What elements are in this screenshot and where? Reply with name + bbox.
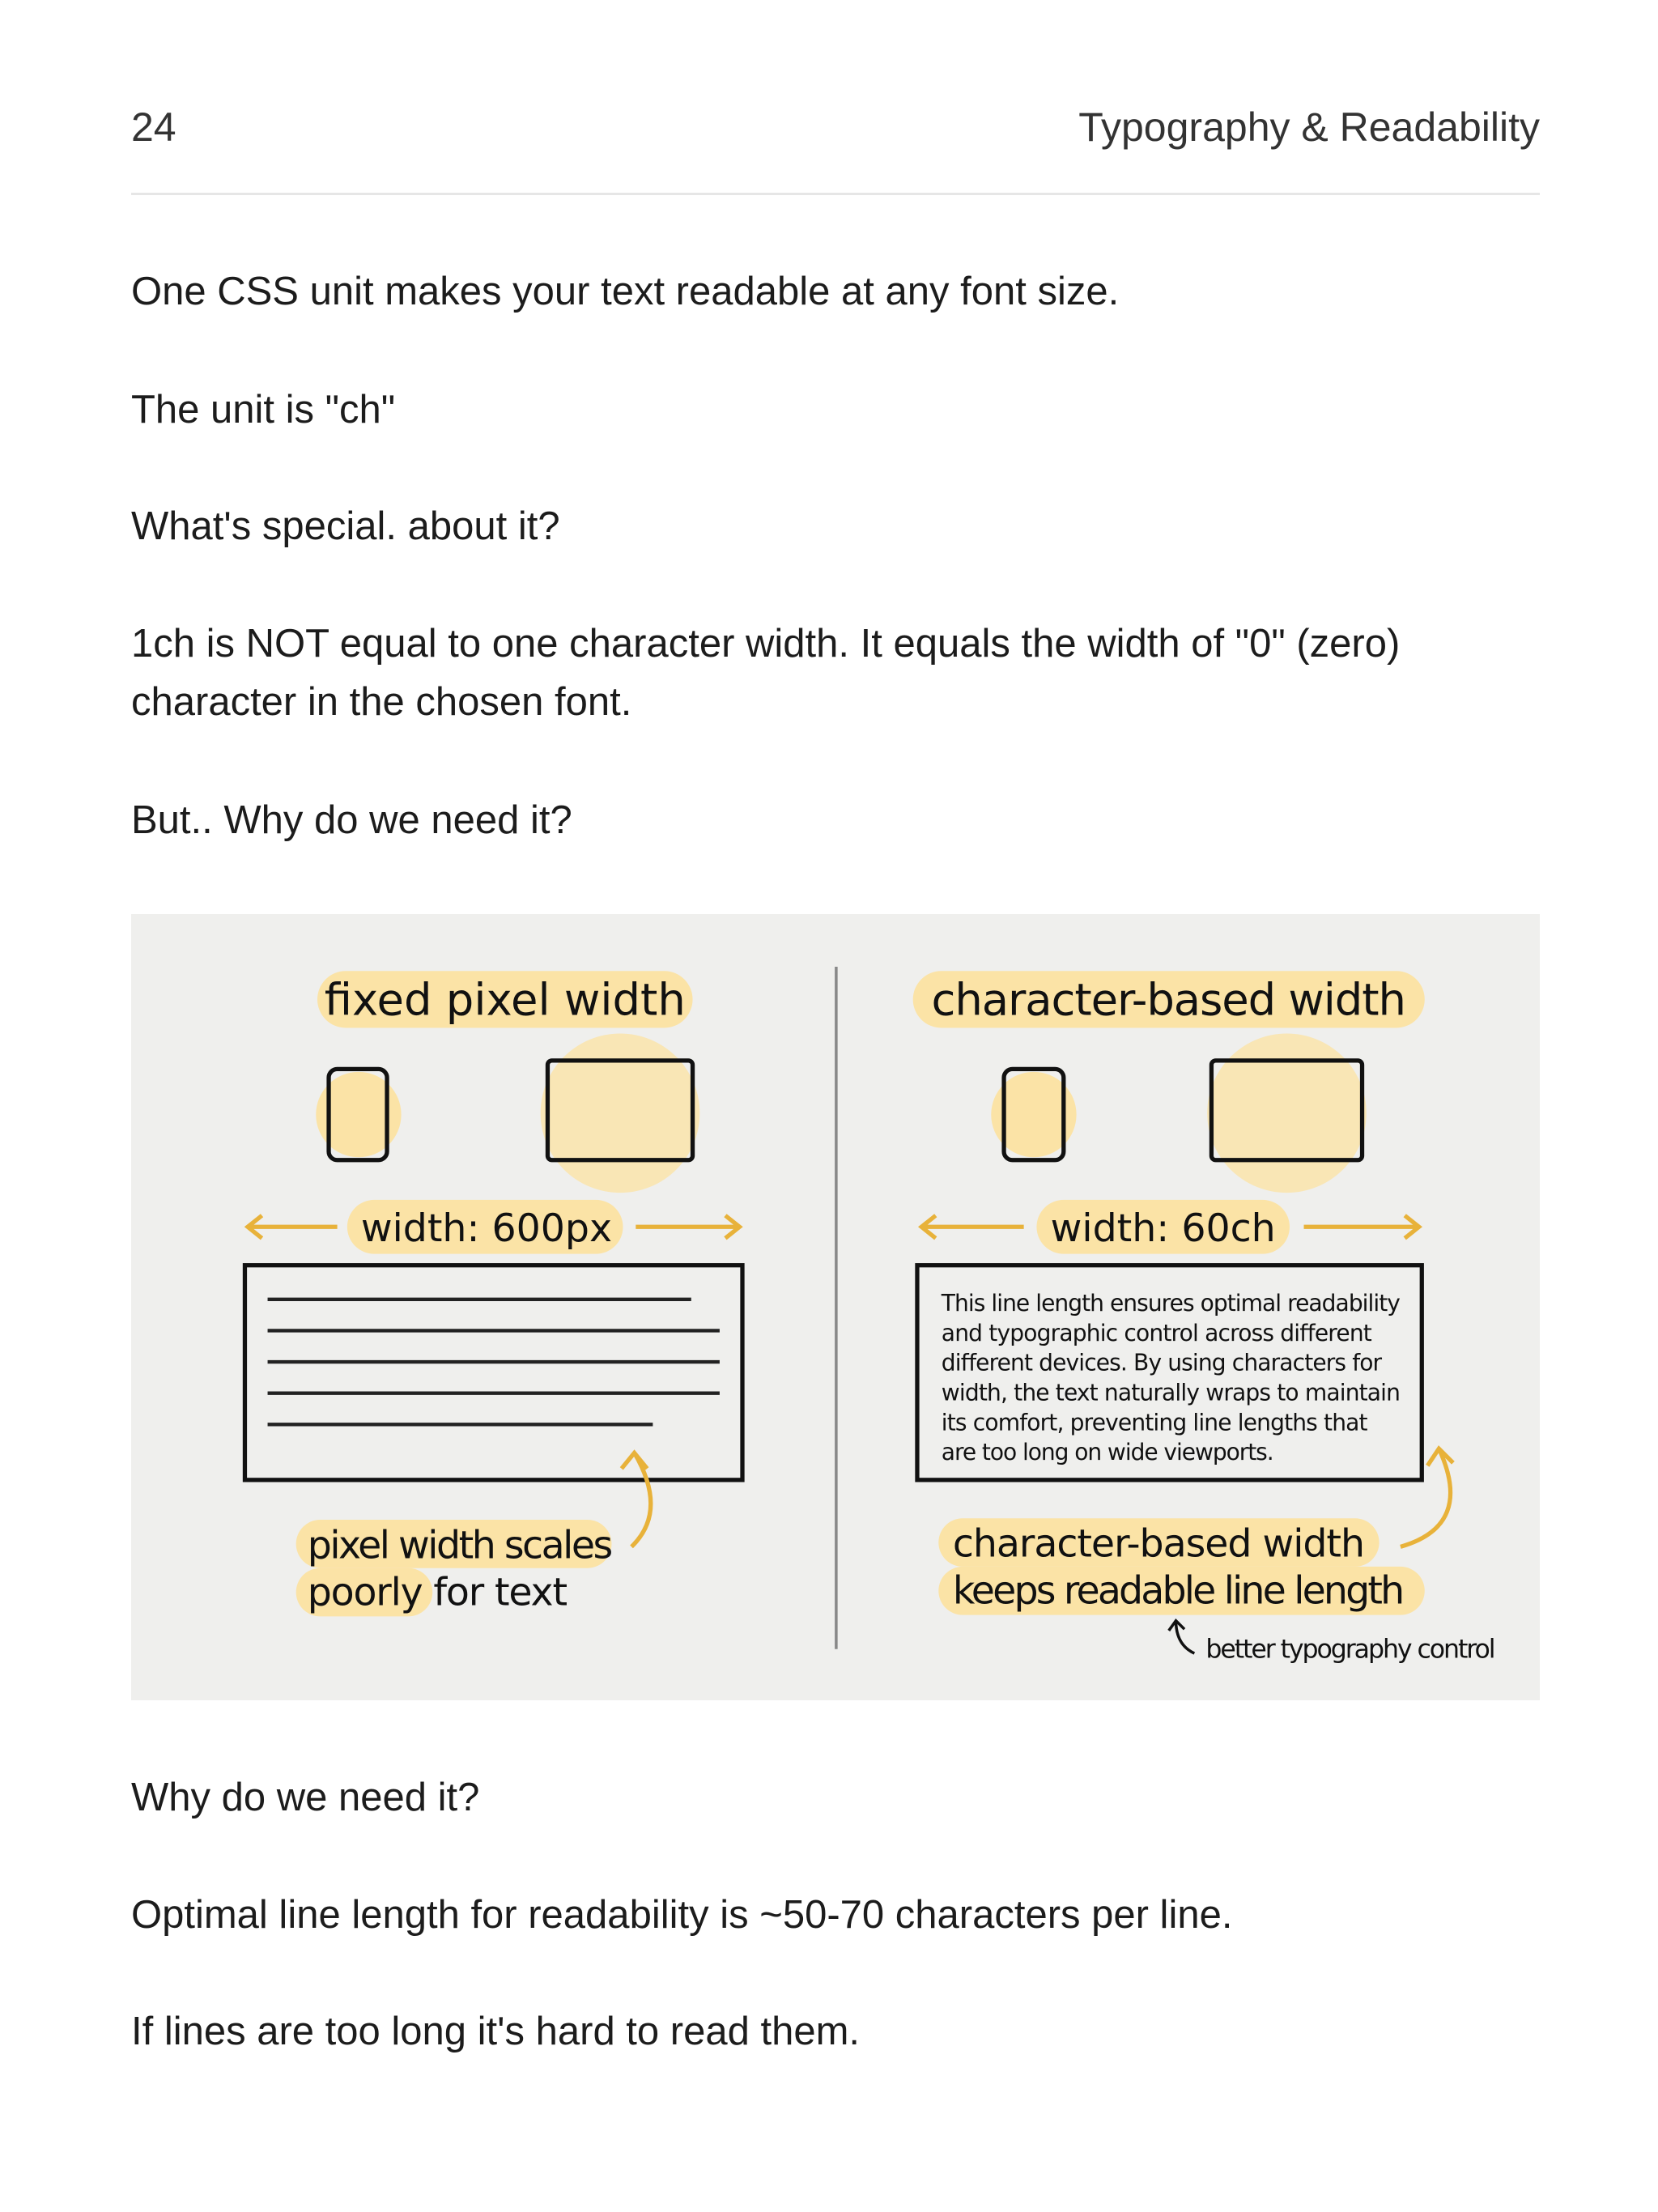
page-number: 24 (131, 104, 176, 150)
sample-line: different devices. By using characters for (941, 1349, 1383, 1376)
paragraph: What's special. about it? (131, 504, 560, 548)
sample-line: This line length ensures optimal readability (941, 1289, 1401, 1317)
sample-line: and typographic control across different (941, 1319, 1372, 1346)
paragraph: The unit is "ch" (131, 388, 396, 432)
caption: character-based width (952, 1521, 1366, 1567)
sample-line: width, the text naturally wraps to maintain (941, 1379, 1401, 1406)
paragraph: But.. Why do we need it? (131, 798, 572, 842)
width-label: width: 600px (360, 1206, 613, 1251)
width-label: width: 60ch (1050, 1206, 1276, 1251)
highlight-blob (1207, 1034, 1367, 1193)
caption: poorly for text (307, 1570, 568, 1615)
header-divider (131, 193, 1540, 195)
note: better typography control (1205, 1635, 1496, 1665)
paragraph: Why do we need it? (131, 1776, 480, 1819)
highlight-blob (541, 1034, 700, 1193)
caption: pixel width scales (307, 1523, 614, 1568)
paragraph: 1ch is NOT equal to one character width. It equals the width of "0" (zero) character in the chosen font. (131, 622, 1401, 724)
chapter-title: Typography & Readability (1078, 104, 1540, 150)
paragraph: If lines are too long it's hard to read them. (131, 2010, 861, 2053)
caption: keeps readable line length (952, 1568, 1405, 1614)
paragraph: Optimal line length for readability is ~50-70 characters per line. (131, 1893, 1233, 1937)
panel-title: character-based width (931, 973, 1406, 1026)
sample-line: its comfort, preventing line lengths that (941, 1409, 1368, 1436)
paragraph: One CSS unit makes your text readable at any font size. (131, 270, 1120, 313)
ch-unit-illustration (131, 914, 1540, 1700)
panel-title: fixed pixel width (324, 973, 686, 1026)
sample-line: are too long on wide viewports. (941, 1439, 1274, 1466)
